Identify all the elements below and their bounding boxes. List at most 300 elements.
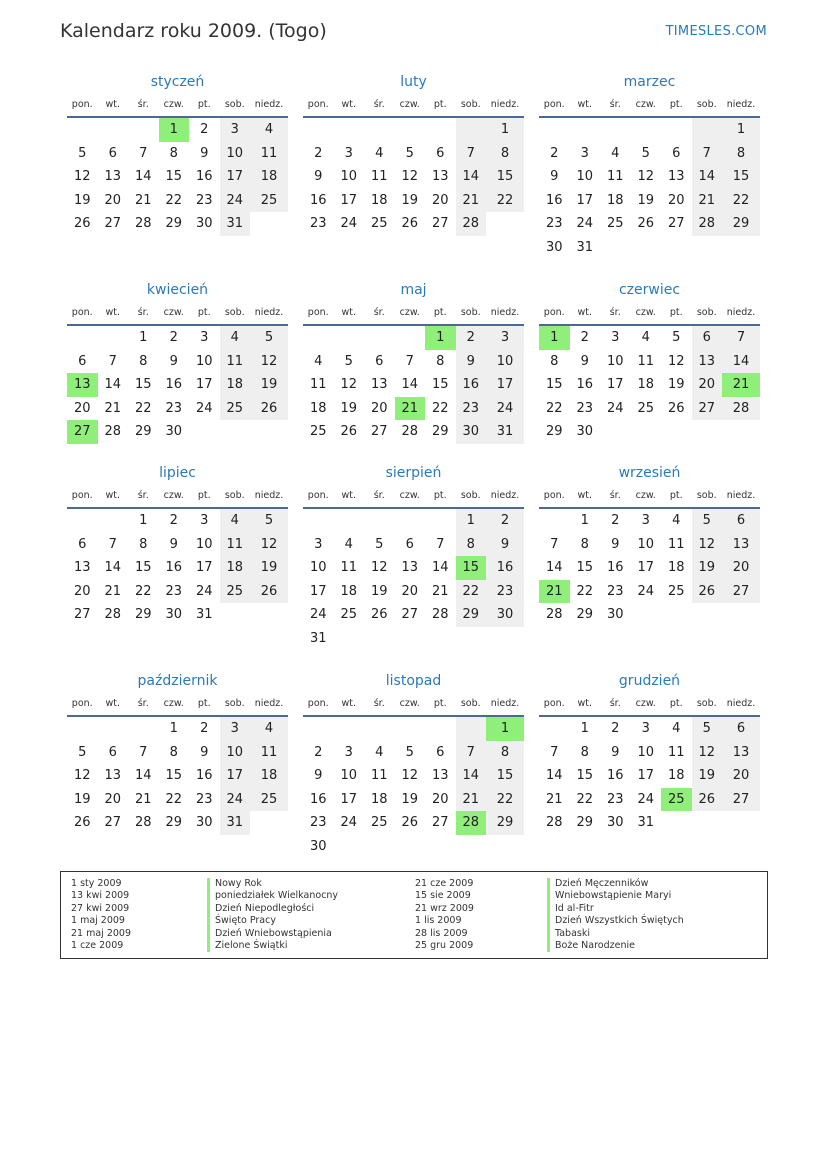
day-cell[interactable]: 1 — [169, 721, 178, 736]
day-cell[interactable]: 3 — [344, 744, 353, 760]
day-cell[interactable]: 12 — [692, 533, 723, 557]
day-cell[interactable]: 27 — [73, 607, 91, 622]
day-cell[interactable]: 12 — [340, 377, 358, 392]
day-cell[interactable]: 14 — [722, 350, 760, 374]
day-cell[interactable]: 27 — [722, 788, 760, 812]
day-cell[interactable]: 19 — [370, 583, 388, 599]
day-cell[interactable]: 30 — [309, 838, 327, 854]
day-cell[interactable]: 26 — [340, 424, 358, 439]
day-cell[interactable]: 17 — [637, 560, 655, 575]
day-cell[interactable]: 28 — [545, 607, 563, 622]
day-cell[interactable]: 18 — [340, 583, 358, 599]
day-cell[interactable]: 28 — [401, 424, 419, 439]
day-cell[interactable]: 22 — [486, 788, 524, 812]
day-cell[interactable]: 2 — [611, 513, 620, 528]
day-cell[interactable]: 24 — [309, 607, 327, 622]
day-cell[interactable]: 21 — [431, 583, 449, 599]
day-cell[interactable]: 20 — [431, 192, 449, 208]
day-cell[interactable]: 12 — [73, 169, 91, 184]
day-cell[interactable]: 18 — [370, 791, 388, 807]
day-cell[interactable]: 13 — [722, 533, 760, 557]
day-cell[interactable]: 19 — [692, 764, 723, 788]
day-cell[interactable]: 17 — [606, 377, 624, 392]
day-cell[interactable]: 8 — [169, 744, 178, 760]
day-cell[interactable]: 19 — [73, 791, 91, 807]
day-cell[interactable]: 17 — [576, 192, 594, 208]
day-cell[interactable]: 10 — [637, 744, 655, 760]
day-cell[interactable]: 10 — [340, 169, 358, 184]
day-cell[interactable]: 12 — [250, 350, 288, 374]
day-cell[interactable]: 25 — [250, 189, 288, 213]
day-cell[interactable]: 18 — [370, 192, 388, 208]
day-cell[interactable]: 30 — [576, 424, 594, 439]
day-cell[interactable]: 4 — [641, 330, 650, 345]
day-cell[interactable]: 28 — [104, 424, 122, 439]
day-cell[interactable]: 20 — [370, 400, 388, 416]
day-cell[interactable]: 23 — [606, 791, 624, 807]
day-cell[interactable]: 18 — [250, 764, 288, 788]
day-cell[interactable]: 23 — [165, 583, 183, 599]
day-cell[interactable]: 27 — [667, 216, 685, 231]
day-cell[interactable]: 29 — [576, 815, 594, 830]
day-cell[interactable]: 6 — [436, 744, 445, 760]
day-cell[interactable]: 15 — [165, 169, 183, 184]
day-cell[interactable]: 12 — [73, 768, 91, 783]
day-cell[interactable]: 20 — [431, 791, 449, 807]
day-cell[interactable]: 10 — [220, 741, 251, 765]
day-cell[interactable]: 16 — [165, 560, 183, 575]
day-cell[interactable]: 20 — [104, 791, 122, 807]
day-cell[interactable]: 30 — [195, 216, 213, 231]
day-cell[interactable]: 15 — [165, 768, 183, 783]
day-cell[interactable]: 9 — [486, 533, 524, 557]
day-cell[interactable]: 21 — [456, 788, 487, 812]
day-cell[interactable]: 13 — [104, 768, 122, 783]
day-cell[interactable]: 17 — [340, 791, 358, 807]
day-cell[interactable]: 17 — [220, 764, 251, 788]
day-cell[interactable]: 18 — [250, 165, 288, 189]
day-cell[interactable]: 5 — [672, 330, 681, 345]
day-cell[interactable]: 30 — [195, 815, 213, 830]
day-cell[interactable]: 14 — [456, 764, 487, 788]
day-cell[interactable]: 26 — [73, 815, 91, 830]
day-cell[interactable]: 26 — [692, 580, 723, 604]
day-cell[interactable]: 21 — [134, 791, 152, 807]
day-cell[interactable]: 7 — [456, 741, 487, 765]
day-cell[interactable]: 25 — [340, 607, 358, 622]
day-cell[interactable]: 29 — [134, 424, 152, 439]
day-cell[interactable]: 19 — [250, 373, 288, 397]
day-cell[interactable]: 30 — [165, 607, 183, 622]
day-cell[interactable]: 15 — [722, 165, 760, 189]
day-cell[interactable]: 6 — [405, 536, 414, 552]
day-cell[interactable]: 3 — [220, 118, 251, 142]
day-cell[interactable]: 25 — [667, 583, 685, 599]
day-cell[interactable]: 31 — [637, 815, 655, 830]
day-cell[interactable]: 24 — [195, 583, 213, 599]
day-cell[interactable]: 22 — [165, 791, 183, 807]
day-cell[interactable]: 20 — [722, 556, 760, 580]
day-cell[interactable]: 1 — [539, 326, 570, 350]
day-cell[interactable]: 28 — [692, 212, 723, 236]
day-cell[interactable]: 11 — [340, 560, 358, 575]
day-cell[interactable]: 5 — [375, 536, 384, 552]
day-cell[interactable]: 21 — [722, 373, 760, 397]
day-cell[interactable]: 1 — [722, 118, 760, 142]
day-cell[interactable]: 4 — [250, 717, 288, 741]
day-cell[interactable]: 25 — [220, 397, 251, 421]
day-cell[interactable]: 28 — [456, 811, 487, 835]
day-cell[interactable]: 14 — [104, 377, 122, 392]
day-cell[interactable]: 29 — [545, 424, 563, 439]
day-cell[interactable]: 17 — [220, 165, 251, 189]
day-cell[interactable]: 4 — [344, 536, 353, 552]
day-cell[interactable]: 8 — [486, 741, 524, 765]
day-cell[interactable]: 13 — [692, 350, 723, 374]
day-cell[interactable]: 4 — [250, 118, 288, 142]
day-cell[interactable]: 14 — [134, 768, 152, 783]
day-cell[interactable]: 30 — [606, 815, 624, 830]
day-cell[interactable]: 6 — [78, 353, 87, 369]
day-cell[interactable]: 16 — [456, 373, 487, 397]
day-cell[interactable]: 11 — [667, 536, 685, 552]
day-cell[interactable]: 7 — [108, 536, 117, 552]
day-cell[interactable]: 24 — [637, 791, 655, 807]
day-cell[interactable]: 14 — [456, 165, 487, 189]
day-cell[interactable]: 5 — [405, 744, 414, 760]
day-cell[interactable]: 14 — [104, 560, 122, 575]
day-cell[interactable]: 1 — [456, 509, 487, 533]
day-cell[interactable]: 31 — [220, 212, 251, 236]
day-cell[interactable]: 23 — [309, 216, 327, 231]
day-cell[interactable]: 2 — [611, 721, 620, 736]
day-cell[interactable]: 5 — [78, 145, 87, 161]
day-cell[interactable]: 27 — [431, 216, 449, 231]
day-cell[interactable]: 16 — [165, 377, 183, 392]
day-cell[interactable]: 8 — [436, 353, 445, 369]
day-cell[interactable]: 26 — [250, 397, 288, 421]
day-cell[interactable]: 10 — [309, 560, 327, 575]
day-cell[interactable]: 4 — [220, 509, 251, 533]
day-cell[interactable]: 19 — [692, 556, 723, 580]
day-cell[interactable]: 12 — [401, 768, 419, 783]
day-cell[interactable]: 6 — [108, 145, 117, 161]
day-cell[interactable]: 12 — [370, 560, 388, 575]
day-cell[interactable]: 5 — [250, 509, 288, 533]
day-cell[interactable]: 25 — [250, 788, 288, 812]
day-cell[interactable]: 4 — [375, 744, 384, 760]
day-cell[interactable]: 7 — [722, 326, 760, 350]
day-cell[interactable]: 21 — [692, 189, 723, 213]
day-cell[interactable]: 3 — [314, 536, 323, 552]
day-cell[interactable]: 9 — [580, 353, 589, 369]
day-cell[interactable]: 25 — [309, 424, 327, 439]
day-cell[interactable]: 10 — [576, 169, 594, 184]
day-cell[interactable]: 18 — [220, 373, 251, 397]
day-cell[interactable]: 23 — [195, 791, 213, 807]
day-cell[interactable]: 29 — [576, 607, 594, 622]
day-cell[interactable]: 5 — [405, 145, 414, 161]
day-cell[interactable]: 21 — [545, 791, 563, 807]
day-cell[interactable]: 13 — [401, 560, 419, 575]
day-cell[interactable]: 19 — [250, 556, 288, 580]
day-cell[interactable]: 23 — [545, 216, 563, 231]
day-cell[interactable]: 18 — [309, 400, 327, 416]
day-cell[interactable]: 15 — [545, 377, 563, 392]
day-cell[interactable]: 24 — [576, 216, 594, 231]
day-cell[interactable]: 9 — [456, 350, 487, 374]
day-cell[interactable]: 5 — [78, 744, 87, 760]
day-cell[interactable]: 20 — [692, 373, 723, 397]
day-cell[interactable]: 16 — [545, 192, 563, 208]
day-cell[interactable]: 15 — [134, 560, 152, 575]
day-cell[interactable]: 16 — [486, 556, 524, 580]
day-cell[interactable]: 17 — [637, 768, 655, 783]
day-cell[interactable]: 1 — [580, 513, 589, 528]
day-cell[interactable]: 22 — [134, 400, 152, 416]
day-cell[interactable]: 19 — [401, 791, 419, 807]
day-cell[interactable]: 27 — [67, 420, 98, 444]
day-cell[interactable]: 28 — [104, 607, 122, 622]
day-cell[interactable]: 13 — [431, 768, 449, 783]
day-cell[interactable]: 16 — [195, 768, 213, 783]
day-cell[interactable]: 8 — [169, 145, 178, 161]
day-cell[interactable]: 2 — [550, 145, 559, 161]
day-cell[interactable]: 9 — [611, 536, 620, 552]
day-cell[interactable]: 17 — [195, 560, 213, 575]
day-cell[interactable]: 30 — [486, 603, 524, 627]
day-cell[interactable]: 12 — [250, 533, 288, 557]
day-cell[interactable]: 24 — [340, 216, 358, 231]
day-cell[interactable]: 9 — [200, 744, 209, 760]
day-cell[interactable]: 2 — [456, 326, 487, 350]
day-cell[interactable]: 11 — [370, 169, 388, 184]
day-cell[interactable]: 23 — [486, 580, 524, 604]
day-cell[interactable]: 21 — [395, 397, 426, 421]
day-cell[interactable]: 28 — [545, 815, 563, 830]
day-cell[interactable]: 15 — [456, 556, 487, 580]
day-cell[interactable]: 15 — [576, 768, 594, 783]
day-cell[interactable]: 28 — [134, 815, 152, 830]
day-cell[interactable]: 15 — [431, 377, 449, 392]
day-cell[interactable]: 23 — [456, 397, 487, 421]
day-cell[interactable]: 31 — [220, 811, 251, 835]
day-cell[interactable]: 8 — [550, 353, 559, 369]
day-cell[interactable]: 1 — [139, 513, 148, 528]
day-cell[interactable]: 4 — [220, 326, 251, 350]
day-cell[interactable]: 28 — [134, 216, 152, 231]
day-cell[interactable]: 26 — [667, 400, 685, 416]
day-cell[interactable]: 9 — [314, 768, 323, 783]
day-cell[interactable]: 4 — [375, 145, 384, 161]
day-cell[interactable]: 8 — [580, 536, 589, 552]
day-cell[interactable]: 10 — [220, 142, 251, 166]
day-cell[interactable]: 13 — [67, 373, 98, 397]
day-cell[interactable]: 6 — [436, 145, 445, 161]
day-cell[interactable]: 21 — [539, 580, 570, 604]
day-cell[interactable]: 11 — [250, 142, 288, 166]
day-cell[interactable]: 11 — [606, 169, 624, 184]
day-cell[interactable]: 24 — [220, 189, 251, 213]
day-cell[interactable]: 19 — [401, 192, 419, 208]
day-cell[interactable]: 8 — [139, 353, 148, 369]
day-cell[interactable]: 29 — [722, 212, 760, 236]
day-cell[interactable]: 7 — [108, 353, 117, 369]
day-cell[interactable]: 19 — [73, 192, 91, 208]
day-cell[interactable]: 3 — [641, 721, 650, 736]
day-cell[interactable]: 6 — [692, 326, 723, 350]
day-cell[interactable]: 25 — [661, 788, 692, 812]
day-cell[interactable]: 18 — [637, 377, 655, 392]
day-cell[interactable]: 23 — [165, 400, 183, 416]
day-cell[interactable]: 4 — [672, 513, 681, 528]
day-cell[interactable]: 2 — [486, 509, 524, 533]
day-cell[interactable]: 31 — [576, 239, 594, 255]
day-cell[interactable]: 2 — [169, 513, 178, 528]
day-cell[interactable]: 3 — [611, 330, 620, 345]
day-cell[interactable]: 19 — [667, 377, 685, 392]
day-cell[interactable]: 8 — [139, 536, 148, 552]
day-cell[interactable]: 29 — [456, 603, 487, 627]
day-cell[interactable]: 14 — [401, 377, 419, 392]
day-cell[interactable]: 29 — [165, 815, 183, 830]
day-cell[interactable]: 9 — [200, 145, 209, 161]
day-cell[interactable]: 7 — [550, 536, 559, 552]
day-cell[interactable]: 6 — [722, 509, 760, 533]
day-cell[interactable]: 7 — [436, 536, 445, 552]
day-cell[interactable]: 1 — [139, 330, 148, 345]
day-cell[interactable]: 22 — [431, 400, 449, 416]
day-cell[interactable]: 16 — [576, 377, 594, 392]
day-cell[interactable]: 25 — [370, 216, 388, 231]
day-cell[interactable]: 22 — [576, 583, 594, 599]
day-cell[interactable]: 5 — [692, 509, 723, 533]
day-cell[interactable]: 22 — [576, 791, 594, 807]
day-cell[interactable]: 20 — [401, 583, 419, 599]
day-cell[interactable]: 22 — [545, 400, 563, 416]
day-cell[interactable]: 23 — [195, 192, 213, 208]
day-cell[interactable]: 18 — [667, 560, 685, 575]
day-cell[interactable]: 8 — [722, 142, 760, 166]
day-cell[interactable]: 14 — [134, 169, 152, 184]
day-cell[interactable]: 22 — [456, 580, 487, 604]
day-cell[interactable]: 2 — [314, 145, 323, 161]
day-cell[interactable]: 12 — [401, 169, 419, 184]
day-cell[interactable]: 3 — [220, 717, 251, 741]
day-cell[interactable]: 2 — [580, 330, 589, 345]
day-cell[interactable]: 7 — [692, 142, 723, 166]
day-cell[interactable]: 30 — [165, 424, 183, 439]
day-cell[interactable]: 22 — [165, 192, 183, 208]
day-cell[interactable]: 21 — [104, 400, 122, 416]
day-cell[interactable]: 27 — [431, 815, 449, 830]
day-cell[interactable]: 30 — [606, 607, 624, 622]
day-cell[interactable]: 24 — [220, 788, 251, 812]
day-cell[interactable]: 22 — [486, 189, 524, 213]
day-cell[interactable]: 20 — [73, 400, 91, 416]
day-cell[interactable]: 5 — [344, 353, 353, 369]
day-cell[interactable]: 1 — [486, 118, 524, 142]
day-cell[interactable]: 6 — [108, 744, 117, 760]
day-cell[interactable]: 16 — [606, 560, 624, 575]
day-cell[interactable]: 2 — [169, 330, 178, 345]
day-cell[interactable]: 5 — [641, 145, 650, 161]
day-cell[interactable]: 28 — [722, 397, 760, 421]
day-cell[interactable]: 12 — [692, 741, 723, 765]
brand-link[interactable]: TIMESLES.COM — [665, 24, 767, 39]
day-cell[interactable]: 1 — [159, 118, 190, 142]
day-cell[interactable]: 31 — [309, 630, 327, 646]
day-cell[interactable]: 6 — [375, 353, 384, 369]
day-cell[interactable]: 14 — [545, 560, 563, 575]
day-cell[interactable]: 18 — [606, 192, 624, 208]
day-cell[interactable]: 10 — [637, 536, 655, 552]
day-cell[interactable]: 17 — [195, 377, 213, 392]
day-cell[interactable]: 26 — [250, 580, 288, 604]
day-cell[interactable]: 25 — [220, 580, 251, 604]
day-cell[interactable]: 25 — [606, 216, 624, 231]
day-cell[interactable]: 9 — [169, 353, 178, 369]
day-cell[interactable]: 7 — [456, 142, 487, 166]
day-cell[interactable]: 6 — [78, 536, 87, 552]
day-cell[interactable]: 7 — [139, 145, 148, 161]
day-cell[interactable]: 27 — [104, 216, 122, 231]
day-cell[interactable]: 3 — [344, 145, 353, 161]
day-cell[interactable]: 23 — [606, 583, 624, 599]
day-cell[interactable]: 5 — [692, 717, 723, 741]
day-cell[interactable]: 22 — [134, 583, 152, 599]
day-cell[interactable]: 19 — [637, 192, 655, 208]
day-cell[interactable]: 29 — [486, 811, 524, 835]
day-cell[interactable]: 7 — [550, 744, 559, 760]
day-cell[interactable]: 7 — [139, 744, 148, 760]
day-cell[interactable]: 9 — [169, 536, 178, 552]
day-cell[interactable]: 8 — [580, 744, 589, 760]
day-cell[interactable]: 29 — [134, 607, 152, 622]
day-cell[interactable]: 3 — [200, 513, 209, 528]
day-cell[interactable]: 16 — [606, 768, 624, 783]
day-cell[interactable]: 26 — [73, 216, 91, 231]
day-cell[interactable]: 25 — [370, 815, 388, 830]
day-cell[interactable]: 21 — [456, 189, 487, 213]
day-cell[interactable]: 24 — [637, 583, 655, 599]
day-cell[interactable]: 14 — [545, 768, 563, 783]
day-cell[interactable]: 23 — [576, 400, 594, 416]
day-cell[interactable]: 15 — [576, 560, 594, 575]
day-cell[interactable]: 4 — [314, 353, 323, 369]
day-cell[interactable]: 24 — [340, 815, 358, 830]
day-cell[interactable]: 18 — [667, 768, 685, 783]
day-cell[interactable]: 16 — [309, 791, 327, 807]
day-cell[interactable]: 5 — [250, 326, 288, 350]
day-cell[interactable]: 8 — [486, 142, 524, 166]
day-cell[interactable]: 30 — [456, 420, 487, 444]
day-cell[interactable]: 20 — [104, 192, 122, 208]
day-cell[interactable]: 2 — [200, 122, 209, 137]
day-cell[interactable]: 9 — [314, 169, 323, 184]
day-cell[interactable]: 24 — [606, 400, 624, 416]
day-cell[interactable]: 29 — [431, 424, 449, 439]
day-cell[interactable]: 18 — [220, 556, 251, 580]
day-cell[interactable]: 20 — [667, 192, 685, 208]
day-cell[interactable]: 1 — [425, 326, 456, 350]
day-cell[interactable]: 11 — [667, 744, 685, 760]
day-cell[interactable]: 17 — [486, 373, 524, 397]
day-cell[interactable]: 17 — [340, 192, 358, 208]
day-cell[interactable]: 7 — [405, 353, 414, 369]
day-cell[interactable]: 10 — [195, 536, 213, 552]
day-cell[interactable]: 28 — [431, 607, 449, 622]
